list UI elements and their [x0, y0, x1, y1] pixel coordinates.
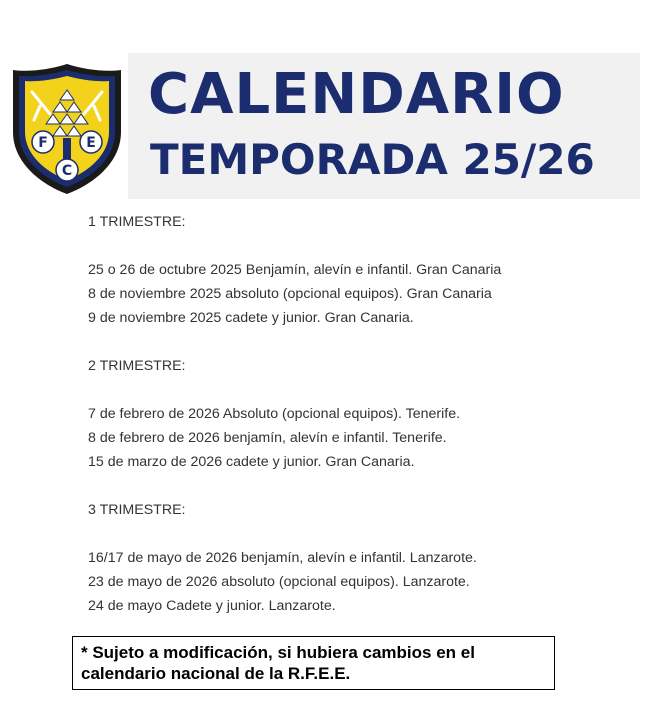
season-label: 25/26 [462, 135, 595, 184]
letter-badge-c [56, 159, 78, 181]
trimester-heading: 1 TRIMESTRE: [88, 214, 186, 230]
trimester-heading: 3 TRIMESTRE: [88, 502, 186, 518]
event-item: 25 o 26 de octubre 2025 Benjamín, alevín e infantil. Gran Canaria [88, 262, 502, 278]
trimester-1 [88, 210, 628, 330]
event-item: 7 de febrero de 2026 Absoluto (opcional equipos). Tenerife. [88, 406, 461, 422]
page-subtitle [150, 135, 595, 184]
event-item: 24 de mayo Cadete y junior. Lanzarote. [88, 598, 336, 614]
event-item: 23 de mayo de 2026 absoluto (opcional equipos). Lanzarote. [88, 574, 470, 590]
event-item: 16/17 de mayo de 2026 benjamín, alevín e infantil. Lanzarote. [88, 550, 477, 566]
header-banner [128, 53, 640, 199]
logo-letter-f: F [38, 135, 48, 151]
page-title: CALENDARIO [148, 62, 565, 127]
letter-badge-f [32, 131, 54, 153]
schedule-list [88, 210, 628, 642]
subtitle-prefix: TEMPORADA [150, 135, 448, 184]
fec-logo [10, 62, 124, 196]
trimester-3 [88, 498, 628, 618]
trimester-heading: 2 TRIMESTRE: [88, 358, 186, 374]
event-item: 15 de marzo de 2026 cadete y junior. Gran Canaria. [88, 454, 415, 470]
event-item: 8 de noviembre 2025 absoluto (opcional equipos). Gran Canaria [88, 286, 492, 302]
event-item: 9 de noviembre 2025 cadete y junior. Gran Canaria. [88, 310, 414, 326]
disclaimer-note: * Sujeto a modificación, si hubiera cambios en el calendario nacional de la R.F.E.E. [72, 636, 555, 690]
logo-letter-e: E [86, 135, 96, 151]
logo-letter-c: C [61, 163, 73, 179]
letter-badge-e [80, 131, 102, 153]
event-item: 8 de febrero de 2026 benjamín, alevín e infantil. Tenerife. [88, 430, 447, 446]
trimester-2 [88, 354, 628, 474]
